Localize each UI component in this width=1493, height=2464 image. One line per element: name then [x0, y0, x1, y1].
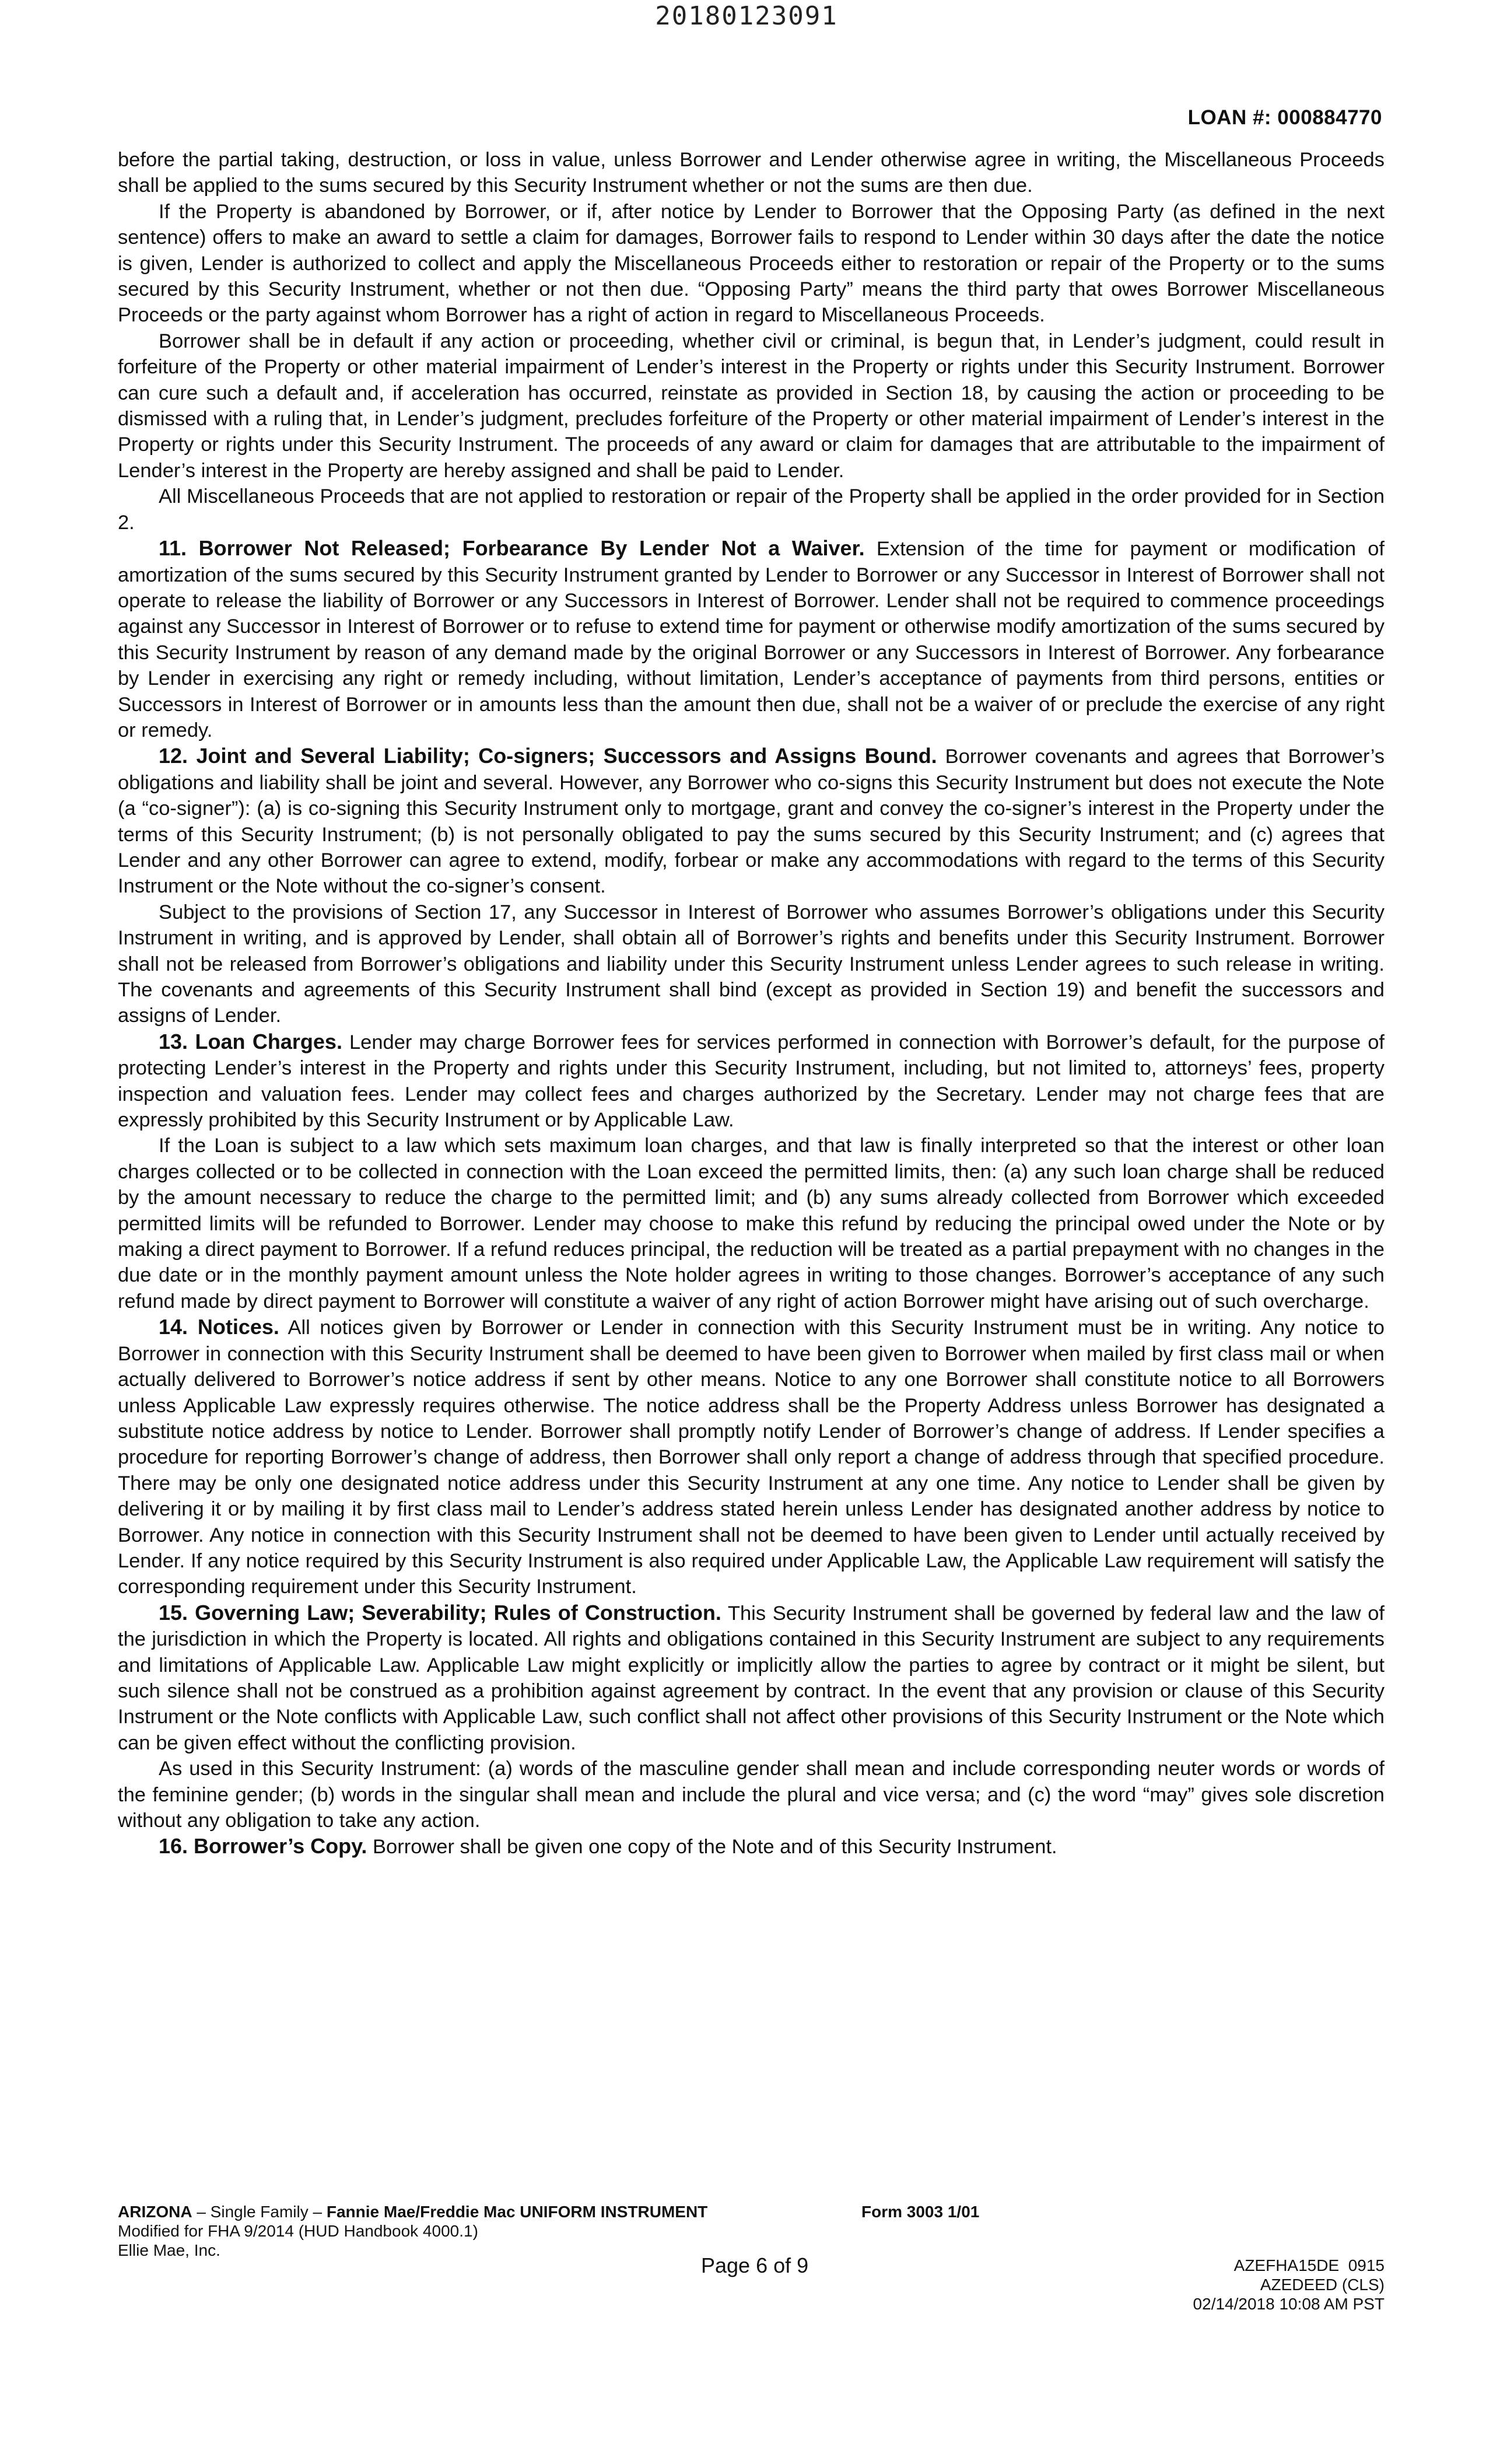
paragraph-loan-charges-limit: If the Loan is subject to a law which sets maximum loan charges, and that law is finally interpreted so that the interest or other loan charges collected or to be collected in connection with the Loan exceed the permitted limits, then: (a) any such loan charge shall be reduced by the amount necessary to reduce the charge to the permitted limit; and (b) any sums already collected from Borrower which exceeded permitted limits will be refunded to Borrower. Lender may choose to make this refund by reducing the principal owed under the Note or by making a direct payment to Borrower. If a refund reduces principal, the reduction will be treated as a partial prepayment with no changes in the due date or in the monthly payment amount unless the Note holder agrees in writing to those changes. Borrower’s acceptance of any such refund made by direct payment to Borrower will constitute a waiver of any right of action Borrower might have arising out of such overcharge. [118, 1135, 1385, 1312]
section-12 [118, 743, 1385, 899]
section-15 [118, 1600, 1385, 1756]
footer-page-number: Page 6 of 9 [701, 2253, 809, 2277]
recording-number: 20180123091 [655, 1, 838, 31]
section-14-text: All notices given by Borrower or Lender in connection with this Security Instrument must be in writing. Any notice to Borrower in connection with this Security Instrument shall be deemed to have been given to Borrower when mailed by first class mail or when actually delivered to Borrower’s notice address if sent by other means. Notice to any one Borrower shall constitute notice to all Borrowers unless Applicable Law expressly requires otherwise. The notice address shall be the Property Address unless Borrower has designated a substitute notice address by notice to Lender. Borrower shall promptly notify Lender of Borrower’s change of address. If Lender specifies a procedure for reporting Borrower’s change of address, then Borrower shall only report a change of address through that specified procedure. There may be only one designated notice address under this Security Instrument at any one time. Any notice to Lender shall be given by delivering it or by mailing it by first class mail to Lender’s address stated herein unless Lender has designated another address by notice to Borrower. Any notice in connection with this Security Instrument shall not be deemed to have been given to Lender until actually received by Lender. If any notice required by this Security Instrument is also required under Applicable Law, the Applicable Law requirement will satisfy the corresponding requirement under this Security Instrument. [118, 1317, 1385, 1598]
section-15-heading: 15. Governing Law; Severability; Rules of Construction. [159, 1600, 721, 1625]
section-11-heading: 11. Borrower Not Released; Forbearance By Lender Not a Waiver. [159, 536, 865, 561]
section-12-text: Borrower covenants and agrees that Borrower’s obligations and liability shall be joint and several. However, any Borrower who co-signs this Security Instrument but does not execute the Note (a “co-signer”): (a) is co-signing this Security Instrument only to mortgage, grant and convey the co-signer’s interest in the Property under the terms of this Security Instrument; (b) is not personally obligated to pay the sums secured by this Security Instrument; and (c) agrees that Lender and any other Borrower can agree to extend, modify, forbear or make any accommodations with regard to the terms of this Security Instrument or the Note without the co-signer’s consent. [118, 746, 1385, 898]
paragraph-construction: As used in this Security Instrument: (a) words of the masculine gender shall mean and include corresponding neuter words or words of the feminine gender; (b) words in the singular shall mean and include the plural and vice versa; and (c) the word “may” gives sole discretion without any obligation to take any action. [118, 1758, 1385, 1832]
footer-family: – Single Family – [192, 2203, 327, 2221]
footer-code-2: AZEDEED (CLS) [1260, 2276, 1385, 2294]
footer-instrument-info [118, 2202, 847, 2260]
section-16-text: Borrower shall be given one copy of the Note and of this Security Instrument. [367, 1836, 1057, 1859]
footer-instrument: Fannie Mae/Freddie Mac UNIFORM INSTRUMENT [326, 2203, 708, 2221]
section-12-heading: 12. Joint and Several Liability; Co-signers; Successors and Assigns Bound. [159, 744, 937, 768]
document-body [118, 147, 1385, 1860]
section-16-heading: 16. Borrower’s Copy. [159, 1834, 367, 1859]
paragraph-misc-proceeds: All Miscellaneous Proceeds that are not applied to restoration or repair of the Property shall be applied in the order provided for in Section 2. [118, 485, 1385, 534]
section-13 [118, 1029, 1385, 1133]
section-15-text: This Security Instrument shall be governed by federal law and the law of the jurisdiction in which the Property is located. All rights and obligations contained in this Security Instrument are subject to any requirements and limitations of Applicable Law. Applicable Law might explicitly or implicitly allow the parties to agree by contract or it might be silent, but such silence shall not be construed as a prohibition against agreement by contract. In the event that any provision or clause of this Security Instrument or the Note conflicts with Applicable Law, such conflict shall not affect other provisions of this Security Instrument or the Note which can be given effect without the conflicting provision. [118, 1602, 1385, 1754]
loan-number: LOAN #: 000884770 [1187, 106, 1382, 129]
section-11 [118, 536, 1385, 743]
footer-timestamp: 02/14/2018 10:08 AM PST [1193, 2295, 1385, 2313]
footer-modified: Modified for FHA 9/2014 (HUD Handbook 4000.1) [118, 2222, 478, 2240]
section-11-text: Extension of the time for payment or modification of amortization of the sums secured by this Security Instrument granted by Lender to Borrower or any Successor in Interest of Borrower shall not operate to release the liability of Borrower or any Successors in Interest of Borrower. Lender shall not be required to commence proceedings against any Successor in Interest of Borrower or to refuse to extend time for payment or otherwise modify amortization of the sums secured by this Security Instrument by reason of any demand made by the original Borrower or any Successors in Interest of Borrower. Any forbearance by Lender in exercising any right or remedy including, without limitation, Lender’s acceptance of payments from third persons, entities or Successors in Interest of Borrower or in amounts less than the amount then due, shall not be a waiver of or preclude the exercise of any right or remedy. [118, 538, 1385, 741]
section-13-heading: 13. Loan Charges. [159, 1029, 342, 1054]
section-13-text: Lender may charge Borrower fees for services performed in connection with Borrower’s default, for the purpose of protecting Lender’s interest in the Property and rights under this Security Instrument, including, but not limited to, attorneys’ fees, property inspection and valuation fees. Lender may collect fees and charges authorized by the Secretary. Lender may not charge fees that are expressly prohibited by this Security Instrument or by Applicable Law. [118, 1031, 1385, 1132]
paragraph-default-action: Borrower shall be in default if any action or proceeding, whether civil or criminal, is begun that, in Lender’s judgment, could result in forfeiture of the Property or other material impairment of Lender’s interest in the Property or rights under this Security Instrument. Borrower can cure such a default and, if acceleration has occurred, reinstate as provided in Section 18, by causing the action or proceeding to be dismissed with a ruling that, in Lender’s judgment, precludes forfeiture of the Property or other material impairment of Lender’s interest in the Property or rights under this Security Instrument. The proceeds of any award or claim for damages that are attributable to the impairment of Lender’s interest in the Property are hereby assigned and shall be paid to Lender. [118, 330, 1385, 482]
section-14 [118, 1314, 1385, 1600]
footer-codes [1193, 2256, 1385, 2314]
page-footer [118, 2202, 1385, 2342]
footer-state: ARIZONA [118, 2203, 192, 2221]
footer-instrument-line [118, 2202, 847, 2221]
footer-code-1: AZEFHA15DE 0915 [1233, 2256, 1385, 2274]
paragraph-partial-taking: before the partial taking, destruction, or loss in value, unless Borrower and Lender otherwise agree in writing, the Miscellaneous Proceeds shall be applied to the sums secured by this Security Instrument whether or not the sums are then due. [118, 149, 1385, 197]
paragraph-abandoned-property: If the Property is abandoned by Borrower, or if, after notice by Lender to Borrower that the Opposing Party (as defined in the next sentence) offers to make an award to settle a claim for damages, Borrower fails to respond to Lender within 30 days after the date the notice is given, Lender is authorized to collect and apply the Miscellaneous Proceeds either to restoration or repair of the Property or to the sums secured by this Security Instrument, whether or not then due. “Opposing Party” means the third party that owes Borrower Miscellaneous Proceeds or the party against whom Borrower has a right of action in regard to Miscellaneous Proceeds. [118, 200, 1385, 327]
section-16 [118, 1833, 1385, 1860]
section-14-heading: 14. Notices. [159, 1315, 279, 1339]
footer-company: Ellie Mae, Inc. [118, 2241, 220, 2259]
footer-form-number: Form 3003 1/01 [861, 2203, 980, 2221]
paragraph-successors: Subject to the provisions of Section 17, any Successor in Interest of Borrower who assumes Borrower’s obligations under this Security Instrument in writing, and is approved by Lender, shall obtain all of Borrower’s rights and benefits under this Security Instrument. Borrower shall not be released from Borrower’s obligations and liability under this Security Instrument unless Lender agrees to such release in writing. The covenants and agreements of this Security Instrument shall bind (except as provided in Section 19) and benefit the successors and assigns of Lender. [118, 901, 1385, 1027]
